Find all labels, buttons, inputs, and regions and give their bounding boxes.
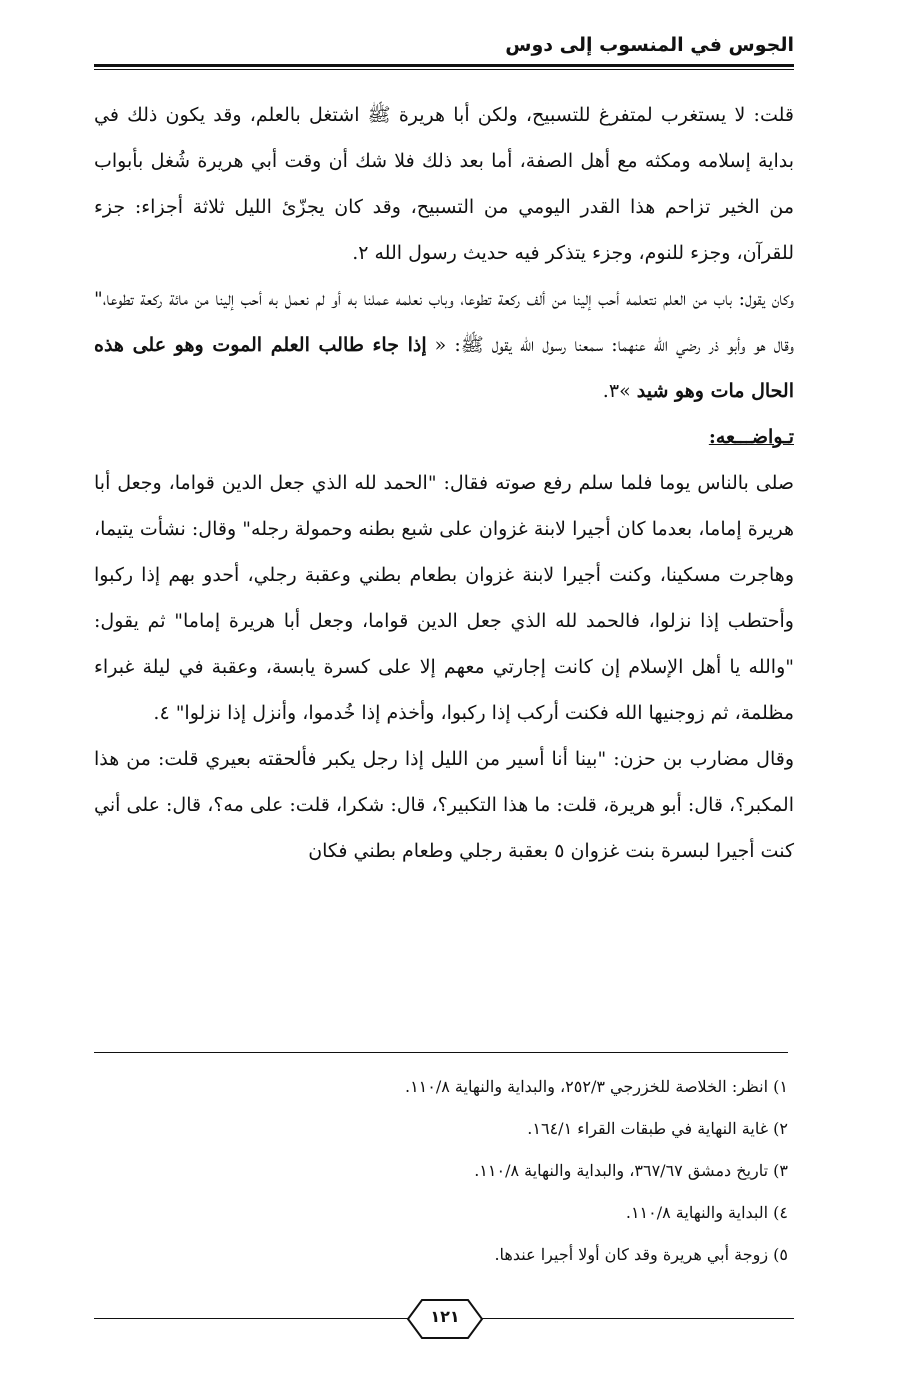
page-header (94, 28, 794, 72)
footnote: ٢) غاية النهاية في طبقات القراء ١٦٤/١. (527, 1119, 788, 1138)
footnote-separator (94, 1052, 788, 1053)
paragraph: صلى بالناس يوما فلما سلم رفع صوته فقال: "الحمد لله الذي جعل الدين قواما، وجعل أبا هريرة إماما، بعدما كان أجيرا لابنة غزوان على شبع بطنه وحمولة رجله" وقال: نشأت يتيما، وهاجرت مسكينا، وكنت أجيرا لابنة غزوان بطعام بطني وعقبة رجلي، أحدو بهم إذا ركبوا وأحتطب إذا نزلوا، فالحمد لله الذي جعل الدين قواما، وجعل أبا هريرة إماما" ثم يقول: "والله يا أهل الإسلام إن كانت إجارتي معهم إلا على كسرة يابسة، وعقبة في ليلة غبراء مظلمة، ثم زوجنيها الله فكنت أركب إذا ركبوا، وأخذم إذا خُدموا، وأنزل إذا نزلوا" ٤. (94, 472, 794, 724)
footnote: ٥) زوجة أبي هريرة وقد كان أولا أجيرا عندها. (494, 1245, 788, 1264)
footnote: ٤) البداية والنهاية ١١٠/٨. (625, 1203, 788, 1222)
header-rule-thin (94, 69, 794, 70)
paragraph: وقال مضارب بن حزن: "بينا أنا أسير من الليل إذا رجل يكبر فألحقته بعيري قلت: من هذا المكبر؟، قال: أبو هريرة، قلت: ما هذا التكبير؟، قال: شكرا، قلت: على مه؟، قال: على أني كنت أجيرا لبسرة بنت غزوان ٥ بعقبة رجلي وطعام بطني فكان (94, 748, 794, 862)
page-number: ١٢١ (430, 1307, 460, 1326)
paragraph-text: وكان يقول: باب من العلم نتعلمه أحب إلينا من ألف ركعة تطوعا، وباب نعلمه عملنا به أو لم نعمل به أحب إلينا من مائة ركعة تطوعا،" وقال هو وأبو ذر رضي الله عنهما: سمعنا رسول الله يقول ﷺ: « (94, 288, 794, 356)
footnotes (94, 1066, 788, 1276)
paragraph-text: »٣. (602, 380, 637, 402)
section-heading: تـواضـــعه: (708, 426, 794, 448)
running-title: الجوس في المنسوب إلى دوس (505, 34, 794, 56)
footer-rule-left (94, 1318, 408, 1319)
footer-rule-right (480, 1318, 794, 1319)
paragraph: قلت: لا يستغرب لمتفرغ للتسبيح، ولكن أبا هريرة ﷺ اشتغل بالعلم، وقد يكون ذلك في بداية إسلامه ومكثه مع أهل الصفة، أما بعد ذلك فلا شك أن وقت أبي هريرة شُغل بأبواب من الخير تزاحم هذا القدر اليومي من التسبيح، وقد كان يجزّئ الليل ثلاثة أجزاء: جزء للقرآن، وجزء للنوم، وجزء يتذكر فيه حديث رسول الله ٢. (94, 104, 794, 264)
footnote: ٣) تاريخ دمشق ٣٦٧/٦٧، والبداية والنهاية ١١٠/٨. (474, 1161, 788, 1180)
paragraph (94, 276, 794, 414)
header-rule-thick (94, 64, 794, 67)
footnote: ١) انظر: الخلاصة للخزرجي ٢٥٢/٣، والبداية والنهاية ١١٠/٨. (404, 1077, 788, 1096)
page-footer (94, 1296, 794, 1342)
body-text (94, 92, 794, 874)
hadith-quote: إذا جاء طالب العلم الموت وهو على هذه الحال مات وهو شيد (94, 334, 794, 402)
